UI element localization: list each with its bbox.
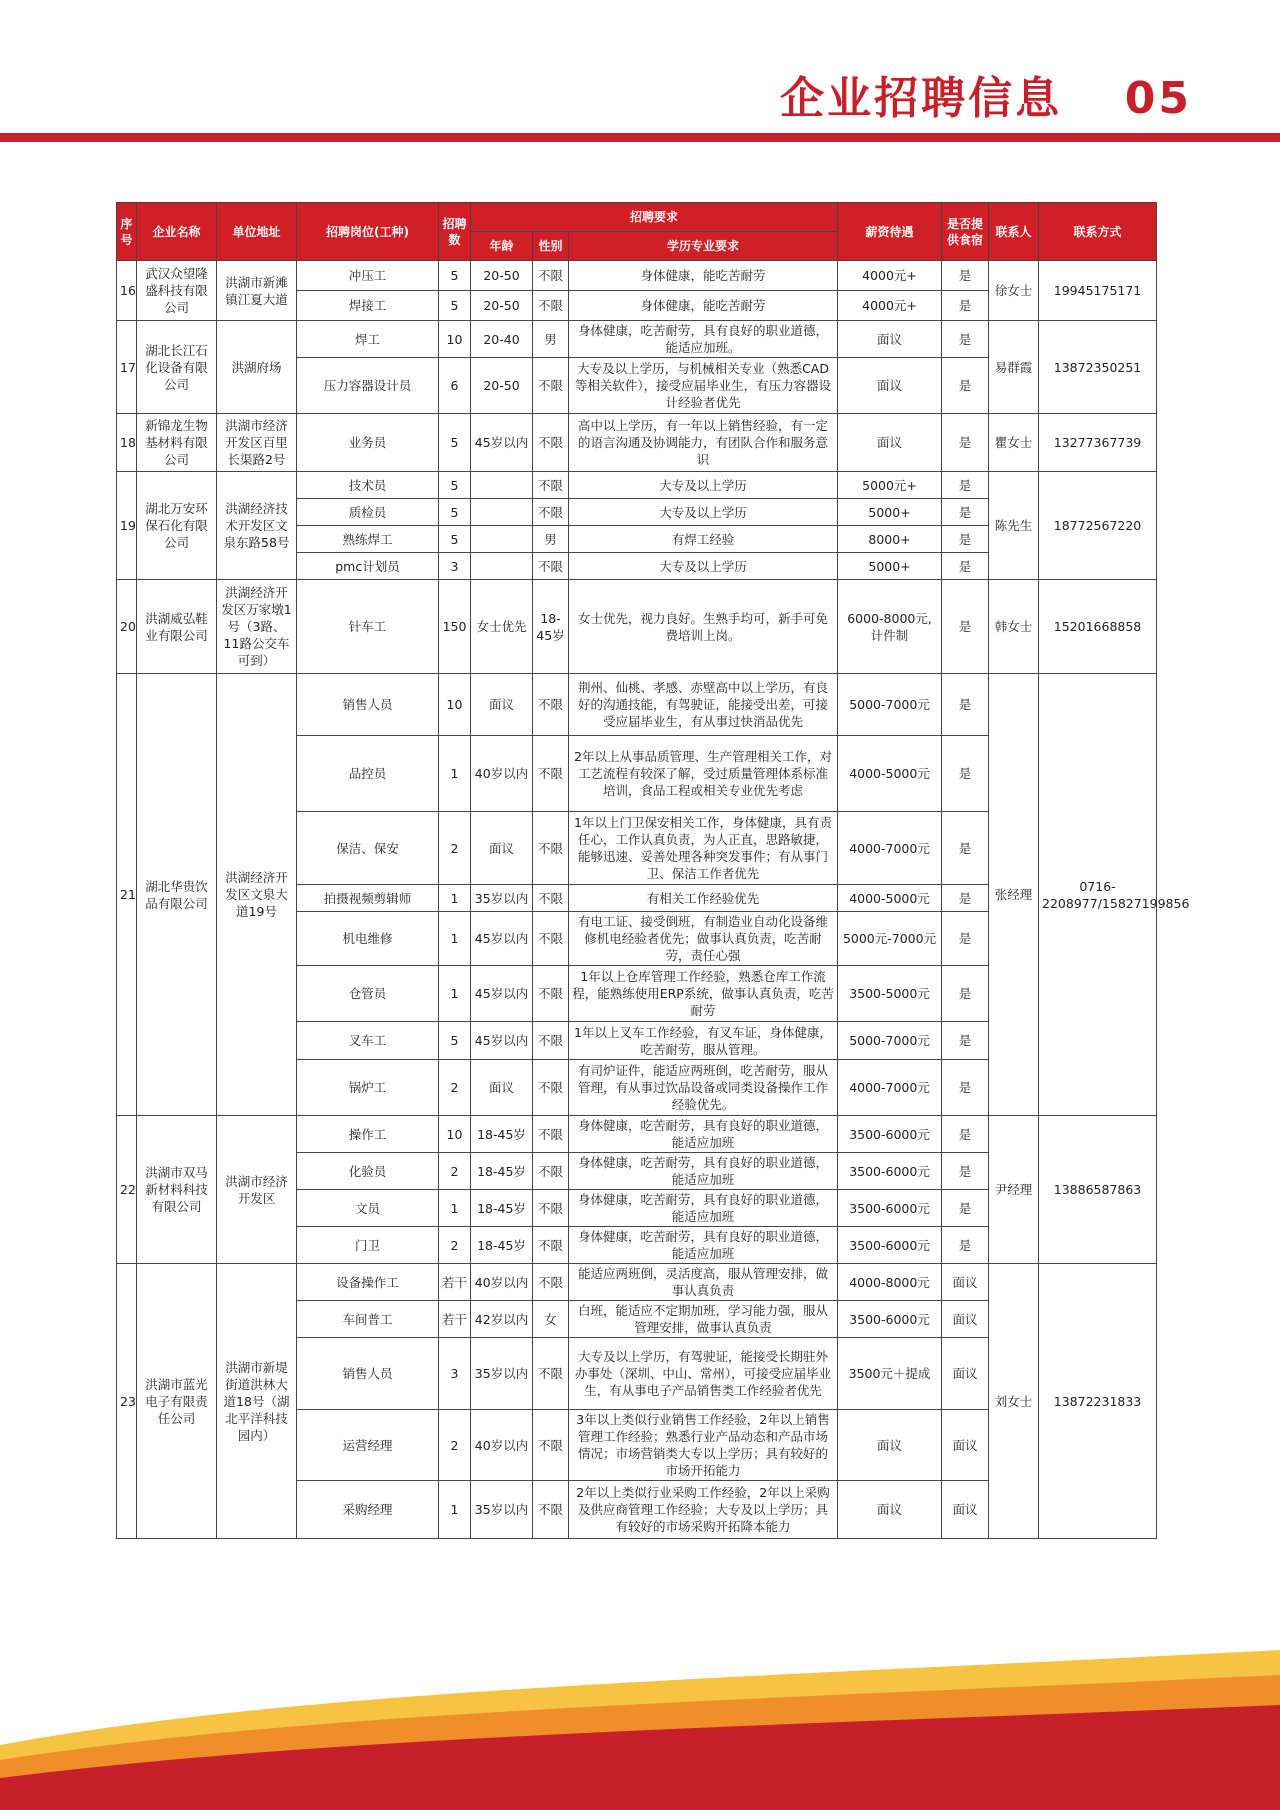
job-gender: 不限 xyxy=(533,674,569,736)
company-contact: 徐女士 xyxy=(989,261,1039,321)
job-gender: 不限 xyxy=(533,1022,569,1060)
job-age xyxy=(471,499,533,526)
job-meals: 是 xyxy=(942,736,989,812)
job-position: 焊接工 xyxy=(297,291,439,321)
company-name: 洪湖市蓝光电子有限责任公司 xyxy=(137,1264,217,1539)
job-salary: 5000元+ xyxy=(838,472,942,499)
header-position: 招聘岗位(工种) xyxy=(297,203,439,261)
job-meals: 是 xyxy=(942,261,989,291)
job-meals: 是 xyxy=(942,414,989,472)
job-count: 5 xyxy=(439,499,471,526)
job-gender: 不限 xyxy=(533,966,569,1022)
job-position: 化验员 xyxy=(297,1153,439,1190)
table-row xyxy=(117,1116,1157,1153)
job-age xyxy=(471,526,533,553)
job-gender: 不限 xyxy=(533,1227,569,1264)
job-count: 5 xyxy=(439,1022,471,1060)
job-gender: 不限 xyxy=(533,499,569,526)
company-phone: 18772567220 xyxy=(1039,472,1157,580)
company-address: 洪湖市经济开发区 xyxy=(217,1116,297,1264)
job-meals: 面议 xyxy=(942,1338,989,1410)
job-salary: 3500-5000元 xyxy=(838,966,942,1022)
job-count: 10 xyxy=(439,674,471,736)
job-requirement: 高中以上学历，有一年以上销售经验，有一定的语言沟通及协调能力，有团队合作和服务意识 xyxy=(569,414,838,472)
job-salary: 5000元-7000元 xyxy=(838,912,942,966)
job-position: 品控员 xyxy=(297,736,439,812)
company-contact: 陈先生 xyxy=(989,472,1039,580)
job-salary: 4000-5000元 xyxy=(838,736,942,812)
job-count: 2 xyxy=(439,1153,471,1190)
job-salary: 4000元+ xyxy=(838,291,942,321)
job-gender: 不限 xyxy=(533,912,569,966)
job-position: 销售人员 xyxy=(297,674,439,736)
company-phone: 13277367739 xyxy=(1039,414,1157,472)
header-red-bar xyxy=(0,133,1280,142)
job-salary: 面议 xyxy=(838,358,942,414)
company-name: 湖北万安环保石化有限公司 xyxy=(137,472,217,580)
table-row xyxy=(117,472,1157,499)
job-gender: 不限 xyxy=(533,736,569,812)
job-gender: 不限 xyxy=(533,414,569,472)
job-age: 18-45岁 xyxy=(471,1116,533,1153)
company-address: 洪湖经济开发区文泉大道19号 xyxy=(217,674,297,1116)
job-salary: 5000-7000元 xyxy=(838,1022,942,1060)
table-body xyxy=(117,261,1190,1539)
job-meals: 是 xyxy=(942,812,989,885)
job-requirement: 荆州、仙桃、孝感、赤壁高中以上学历，有良好的沟通技能，有驾驶证，能接受出差，可接受应届毕业生，有从事过快消品优先 xyxy=(569,674,838,736)
company-seq: 20 xyxy=(117,580,137,674)
job-requirement: 大专及以上学历 xyxy=(569,553,838,580)
job-meals: 是 xyxy=(942,1060,989,1116)
job-salary: 4000-8000元 xyxy=(838,1264,942,1301)
company-address: 洪湖市新堤街道洪林大道18号（湖北平洋科技园内） xyxy=(217,1264,297,1539)
company-seq: 17 xyxy=(117,321,137,414)
job-gender: 不限 xyxy=(533,358,569,414)
job-position: 压力容器设计员 xyxy=(297,358,439,414)
table-row xyxy=(117,414,1157,472)
job-gender: 不限 xyxy=(533,1060,569,1116)
job-position: 拍摄视频剪辑师 xyxy=(297,885,439,912)
job-requirement: 3年以上类似行业销售工作经验，2年以上销售管理工作经验；熟悉行业产品动态和产品市场情况；市场营销类大专以上学历；具有较好的市场开拓能力 xyxy=(569,1410,838,1481)
job-count: 5 xyxy=(439,414,471,472)
company-phone: 13872231833 xyxy=(1039,1264,1157,1539)
job-position: 采购经理 xyxy=(297,1481,439,1539)
job-meals: 是 xyxy=(942,1190,989,1227)
recruitment-table xyxy=(116,202,1190,1539)
job-age: 18-45岁 xyxy=(471,1153,533,1190)
job-gender: 女 xyxy=(533,1301,569,1338)
job-gender: 不限 xyxy=(533,553,569,580)
job-gender: 不限 xyxy=(533,291,569,321)
job-requirement: 身体健康，能吃苦耐劳 xyxy=(569,291,838,321)
company-name: 湖北长江石化设备有限公司 xyxy=(137,321,217,414)
job-count: 5 xyxy=(439,526,471,553)
job-age: 18-45岁 xyxy=(471,1227,533,1264)
job-meals: 是 xyxy=(942,1022,989,1060)
job-count: 1 xyxy=(439,885,471,912)
job-position: 叉车工 xyxy=(297,1022,439,1060)
company-address: 洪湖市经济开发区百里长渠路2号 xyxy=(217,414,297,472)
job-position: 焊工 xyxy=(297,321,439,358)
table-row xyxy=(117,321,1157,358)
job-position: 针车工 xyxy=(297,580,439,674)
company-phone: 13872350251 xyxy=(1039,321,1157,414)
job-requirement: 有焊工经验 xyxy=(569,526,838,553)
job-salary: 4000-7000元 xyxy=(838,1060,942,1116)
job-meals: 是 xyxy=(942,580,989,674)
job-age: 35岁以内 xyxy=(471,885,533,912)
job-gender: 不限 xyxy=(533,1481,569,1539)
job-requirement: 2年以上从事品质管理、生产管理相关工作，对工艺流程有较深了解，受过质量管理体系标准培训，食品工程或相关专业优先考虑 xyxy=(569,736,838,812)
job-count: 5 xyxy=(439,261,471,291)
job-requirement: 白班，能适应不定期加班，学习能力强，服从管理安排，做事认真负责 xyxy=(569,1301,838,1338)
job-requirement: 大专及以上学历，有驾驶证，能接受长期驻外办事处（深圳、中山、常州），可接受应届毕业生，有从事电子产品销售类工作经验者优先 xyxy=(569,1338,838,1410)
company-phone: 15201668858 xyxy=(1039,580,1157,674)
job-age: 20-50 xyxy=(471,261,533,291)
job-count: 3 xyxy=(439,1338,471,1410)
job-meals: 是 xyxy=(942,1227,989,1264)
header-meals: 是否提供食宿 xyxy=(942,203,989,261)
job-position: 设备操作工 xyxy=(297,1264,439,1301)
job-gender: 不限 xyxy=(533,261,569,291)
job-requirement: 大专及以上学历 xyxy=(569,472,838,499)
job-salary: 4000元+ xyxy=(838,261,942,291)
job-gender: 不限 xyxy=(533,1264,569,1301)
job-age: 面议 xyxy=(471,1060,533,1116)
company-seq: 21 xyxy=(117,674,137,1116)
header-count: 招聘数 xyxy=(439,203,471,261)
job-count: 1 xyxy=(439,736,471,812)
job-meals: 是 xyxy=(942,321,989,358)
company-name: 武汉众望隆盛科技有限公司 xyxy=(137,261,217,321)
job-meals: 面议 xyxy=(942,1264,989,1301)
job-count: 5 xyxy=(439,472,471,499)
job-gender: 男 xyxy=(533,321,569,358)
job-position: 运营经理 xyxy=(297,1410,439,1481)
job-count: 2 xyxy=(439,1227,471,1264)
job-age: 20-50 xyxy=(471,291,533,321)
job-meals: 是 xyxy=(942,553,989,580)
job-position: 质检员 xyxy=(297,499,439,526)
job-position: 锅炉工 xyxy=(297,1060,439,1116)
job-age: 40岁以内 xyxy=(471,736,533,812)
job-gender: 不限 xyxy=(533,1153,569,1190)
job-age: 40岁以内 xyxy=(471,1410,533,1481)
job-age: 42岁以内 xyxy=(471,1301,533,1338)
company-contact: 尹经理 xyxy=(989,1116,1039,1264)
job-age: 40岁以内 xyxy=(471,1264,533,1301)
job-requirement: 1年以上仓库管理工作经验，熟悉仓库工作流程，能熟练使用ERP系统，做事认真负责，吃苦耐劳 xyxy=(569,966,838,1022)
job-position: 冲压工 xyxy=(297,261,439,291)
header-requirements: 招聘要求 xyxy=(471,203,838,232)
header-page-number: 05 xyxy=(1124,73,1192,124)
job-meals: 是 xyxy=(942,472,989,499)
company-phone: 13886587863 xyxy=(1039,1116,1157,1264)
job-count: 5 xyxy=(439,291,471,321)
header-age: 年龄 xyxy=(471,232,533,261)
job-age: 35岁以内 xyxy=(471,1481,533,1539)
company-seq: 16 xyxy=(117,261,137,321)
job-count: 150 xyxy=(439,580,471,674)
job-age: 45岁以内 xyxy=(471,1022,533,1060)
job-age: 女士优先 xyxy=(471,580,533,674)
job-count: 1 xyxy=(439,912,471,966)
job-gender: 不限 xyxy=(533,1338,569,1410)
company-address: 洪湖经济开发区万家墩1号（3路、11路公交车可到） xyxy=(217,580,297,674)
job-position: 门卫 xyxy=(297,1227,439,1264)
header-education: 学历专业要求 xyxy=(569,232,838,261)
job-gender: 18-45岁 xyxy=(533,580,569,674)
job-gender: 不限 xyxy=(533,812,569,885)
company-address: 洪湖府场 xyxy=(217,321,297,414)
job-salary: 4000-7000元 xyxy=(838,812,942,885)
job-requirement: 1年以上叉车工作经验，有叉车证，身体健康，吃苦耐劳，服从管理。 xyxy=(569,1022,838,1060)
job-count: 若干 xyxy=(439,1301,471,1338)
job-requirement: 大专及以上学历，与机械相关专业（熟悉CAD等相关软件），接受应届毕业生，有压力容器设计经验者优先 xyxy=(569,358,838,414)
job-position: 熟练焊工 xyxy=(297,526,439,553)
job-requirement: 身体健康，吃苦耐劳，具有良好的职业道德，能适应加班 xyxy=(569,1153,838,1190)
job-requirement: 身体健康，吃苦耐劳，具有良好的职业道德，能适应加班 xyxy=(569,1190,838,1227)
table-row xyxy=(117,674,1157,736)
header-seq: 序号 xyxy=(117,203,137,261)
job-meals: 面议 xyxy=(942,1301,989,1338)
job-age xyxy=(471,472,533,499)
job-salary: 3500-6000元 xyxy=(838,1116,942,1153)
company-contact: 瞿女士 xyxy=(989,414,1039,472)
job-count: 2 xyxy=(439,1410,471,1481)
company-phone: 19945175171 xyxy=(1039,261,1157,321)
job-requirement: 有电工证、接受倒班，有制造业自动化设备维修机电经验者优先；做事认真负责，吃苦耐劳，责任心强 xyxy=(569,912,838,966)
header-salary: 薪资待遇 xyxy=(838,203,942,261)
job-meals: 是 xyxy=(942,291,989,321)
table-row xyxy=(117,1264,1157,1301)
job-meals: 面议 xyxy=(942,1410,989,1481)
header-title-text: 企业招聘信息 xyxy=(780,73,1063,124)
job-requirement: 2年以上类似行业采购工作经验，2年以上采购及供应商管理工作经验；大专及以上学历；具有较好的市场采购开拓降本能力 xyxy=(569,1481,838,1539)
job-requirement: 身体健康，吃苦耐劳，具有良好的职业道德，能适应加班 xyxy=(569,1116,838,1153)
company-phone: 0716-2208977/15827199856 xyxy=(1039,674,1157,1116)
job-requirement: 1年以上门卫保安相关工作，身体健康，具有责任心，工作认真负责，为人正直，思路敏捷，能够迅速、妥善处理各种突发事件；有从事门卫、保洁工作者优先 xyxy=(569,812,838,885)
job-gender: 不限 xyxy=(533,1410,569,1481)
header-phone: 联系方式 xyxy=(1039,203,1157,261)
job-count: 10 xyxy=(439,321,471,358)
job-gender: 不限 xyxy=(533,1190,569,1227)
job-count: 1 xyxy=(439,1190,471,1227)
job-age: 45岁以内 xyxy=(471,912,533,966)
job-salary: 6000-8000元,计件制 xyxy=(838,580,942,674)
job-position: 仓管员 xyxy=(297,966,439,1022)
job-meals: 是 xyxy=(942,358,989,414)
job-salary: 3500-6000元 xyxy=(838,1227,942,1264)
company-seq: 19 xyxy=(117,472,137,580)
company-name: 湖北华贵饮品有限公司 xyxy=(137,674,217,1116)
job-age: 18-45岁 xyxy=(471,1190,533,1227)
job-meals: 是 xyxy=(942,966,989,1022)
job-count: 1 xyxy=(439,966,471,1022)
table-row xyxy=(117,261,1157,291)
job-salary: 5000+ xyxy=(838,553,942,580)
job-salary: 3500-6000元 xyxy=(838,1190,942,1227)
company-contact: 韩女士 xyxy=(989,580,1039,674)
job-position: 销售人员 xyxy=(297,1338,439,1410)
job-salary: 5000+ xyxy=(838,499,942,526)
job-requirement: 女士优先，视力良好。生熟手均可，新手可免费培训上岗。 xyxy=(569,580,838,674)
company-address: 洪湖经济技术开发区文泉东路58号 xyxy=(217,472,297,580)
job-salary: 3500-6000元 xyxy=(838,1153,942,1190)
job-requirement: 身体健康，吃苦耐劳，具有良好的职业道德，能适应加班 xyxy=(569,1227,838,1264)
job-salary: 面议 xyxy=(838,414,942,472)
job-salary: 3500元＋提成 xyxy=(838,1338,942,1410)
page-header-title xyxy=(780,62,1192,126)
job-age: 35岁以内 xyxy=(471,1338,533,1410)
job-salary: 4000-5000元 xyxy=(838,885,942,912)
job-requirement: 能适应两班倒，灵活度高，服从管理安排，做事认真负责 xyxy=(569,1264,838,1301)
job-meals: 是 xyxy=(942,885,989,912)
job-salary: 3500-6000元 xyxy=(838,1301,942,1338)
job-position: pmc计划员 xyxy=(297,553,439,580)
job-meals: 是 xyxy=(942,912,989,966)
job-salary: 面议 xyxy=(838,1481,942,1539)
job-position: 技术员 xyxy=(297,472,439,499)
job-count: 2 xyxy=(439,1060,471,1116)
job-requirement: 有相关工作经验优先 xyxy=(569,885,838,912)
job-position: 业务员 xyxy=(297,414,439,472)
job-requirement: 有司炉证件，能适应两班倒，吃苦耐劳，服从管理，有从事过饮品设备或同类设备操作工作经验优先。 xyxy=(569,1060,838,1116)
footer-wave-decoration xyxy=(0,1650,1280,1810)
job-salary: 面议 xyxy=(838,1410,942,1481)
job-age: 面议 xyxy=(471,674,533,736)
job-gender: 不限 xyxy=(533,1116,569,1153)
company-contact: 易群霞 xyxy=(989,321,1039,414)
job-count: 1 xyxy=(439,1481,471,1539)
job-meals: 是 xyxy=(942,1153,989,1190)
company-seq: 23 xyxy=(117,1264,137,1539)
job-age: 45岁以内 xyxy=(471,414,533,472)
job-salary: 5000-7000元 xyxy=(838,674,942,736)
job-count: 2 xyxy=(439,812,471,885)
job-requirement: 身体健康，吃苦耐劳，具有良好的职业道德，能适应加班。 xyxy=(569,321,838,358)
job-meals: 是 xyxy=(942,1116,989,1153)
job-position: 文员 xyxy=(297,1190,439,1227)
company-name: 洪湖市双马新材料科技有限公司 xyxy=(137,1116,217,1264)
job-age: 面议 xyxy=(471,812,533,885)
job-meals: 是 xyxy=(942,526,989,553)
job-requirement: 身体健康，能吃苦耐劳 xyxy=(569,261,838,291)
company-seq: 22 xyxy=(117,1116,137,1264)
job-position: 操作工 xyxy=(297,1116,439,1153)
job-meals: 是 xyxy=(942,499,989,526)
company-address: 洪湖市新滩镇江夏大道 xyxy=(217,261,297,321)
job-position: 车间普工 xyxy=(297,1301,439,1338)
company-contact: 刘女士 xyxy=(989,1264,1039,1539)
job-count: 若干 xyxy=(439,1264,471,1301)
job-meals: 面议 xyxy=(942,1481,989,1539)
company-seq: 18 xyxy=(117,414,137,472)
job-count: 6 xyxy=(439,358,471,414)
company-name: 新锦龙生物基材料有限公司 xyxy=(137,414,217,472)
header-contact: 联系人 xyxy=(989,203,1039,261)
job-requirement: 大专及以上学历 xyxy=(569,499,838,526)
job-salary: 面议 xyxy=(838,321,942,358)
job-gender: 不限 xyxy=(533,885,569,912)
company-contact: 张经理 xyxy=(989,674,1039,1116)
job-age: 20-40 xyxy=(471,321,533,358)
job-age: 45岁以内 xyxy=(471,966,533,1022)
job-salary: 8000+ xyxy=(838,526,942,553)
job-gender: 不限 xyxy=(533,472,569,499)
header-address: 单位地址 xyxy=(217,203,297,261)
job-count: 10 xyxy=(439,1116,471,1153)
job-age: 20-50 xyxy=(471,358,533,414)
table-row xyxy=(117,580,1157,674)
header-gender: 性别 xyxy=(533,232,569,261)
job-position: 保洁、保安 xyxy=(297,812,439,885)
job-position: 机电维修 xyxy=(297,912,439,966)
job-meals: 是 xyxy=(942,674,989,736)
job-gender: 男 xyxy=(533,526,569,553)
header-company: 企业名称 xyxy=(137,203,217,261)
job-count: 3 xyxy=(439,553,471,580)
company-name: 洪湖威弘鞋业有限公司 xyxy=(137,580,217,674)
job-age xyxy=(471,553,533,580)
